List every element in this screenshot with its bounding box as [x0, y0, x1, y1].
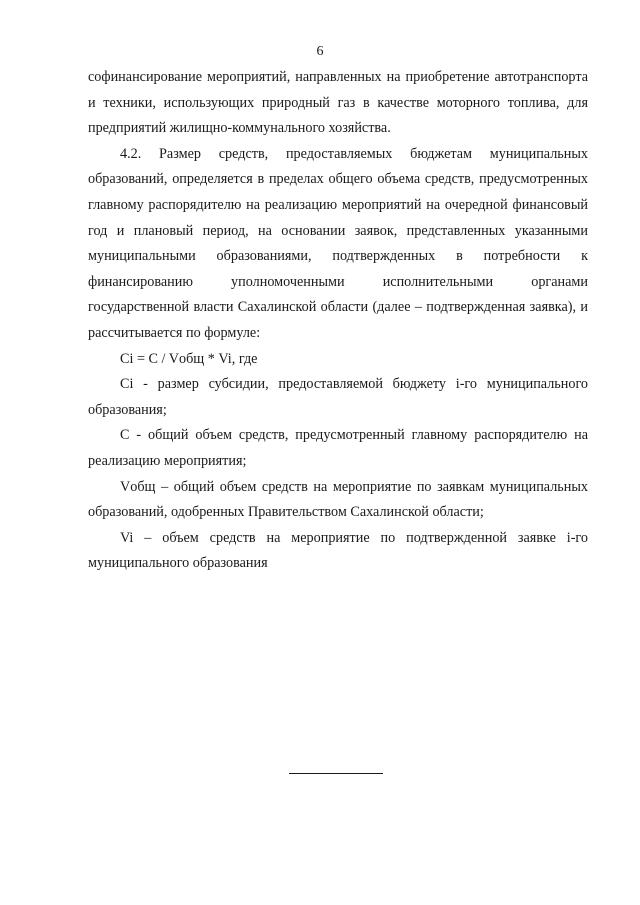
- page-number: 6: [316, 44, 324, 59]
- definition-c: C - общий объем средств, предусмотренный главному распорядителю на реализацию мероприятия;: [88, 427, 588, 469]
- definition-ci: Ci - размер субсидии, предоставляемой бюджету i-го муниципального образования;: [88, 376, 588, 418]
- definition-vobsh: Vобщ – общий объем средств на мероприятие по заявкам муниципальных образований, одобренных Правительством Сахалинской области;: [88, 478, 588, 521]
- paragraph-intro-continuation: софинансирование мероприятий, направленных на приобретение автотранспорта и техники, использующих природный газ в качестве моторного топлива, для предприятий жилищно-коммунального хозяйства.: [88, 69, 588, 137]
- formula: Ci = C / Vобщ * Vi, где: [120, 350, 258, 367]
- document-body: [88, 65, 588, 577]
- paragraph-4-2: 4.2. Размер средств, предоставляемых бюджетам муниципальных образований, определяется в пределах общего объема средств, предусмотренных главному распорядителю на реализацию мероприятий на очередной финансовый год и плановый период, на основании заявок, представленных указанными муниципальными образованиями, подтвержденных в потребности к финансированию уполномоченными исполнительными органами государственной власти Сахалинской области (далее – подтвержденная заявка), и рассчитывается по формуле:: [88, 145, 588, 341]
- definition-vi: Vi – объем средств на мероприятие по подтвержденной заявке i-го муниципального образования: [88, 529, 588, 572]
- end-of-text-rule: [289, 773, 383, 774]
